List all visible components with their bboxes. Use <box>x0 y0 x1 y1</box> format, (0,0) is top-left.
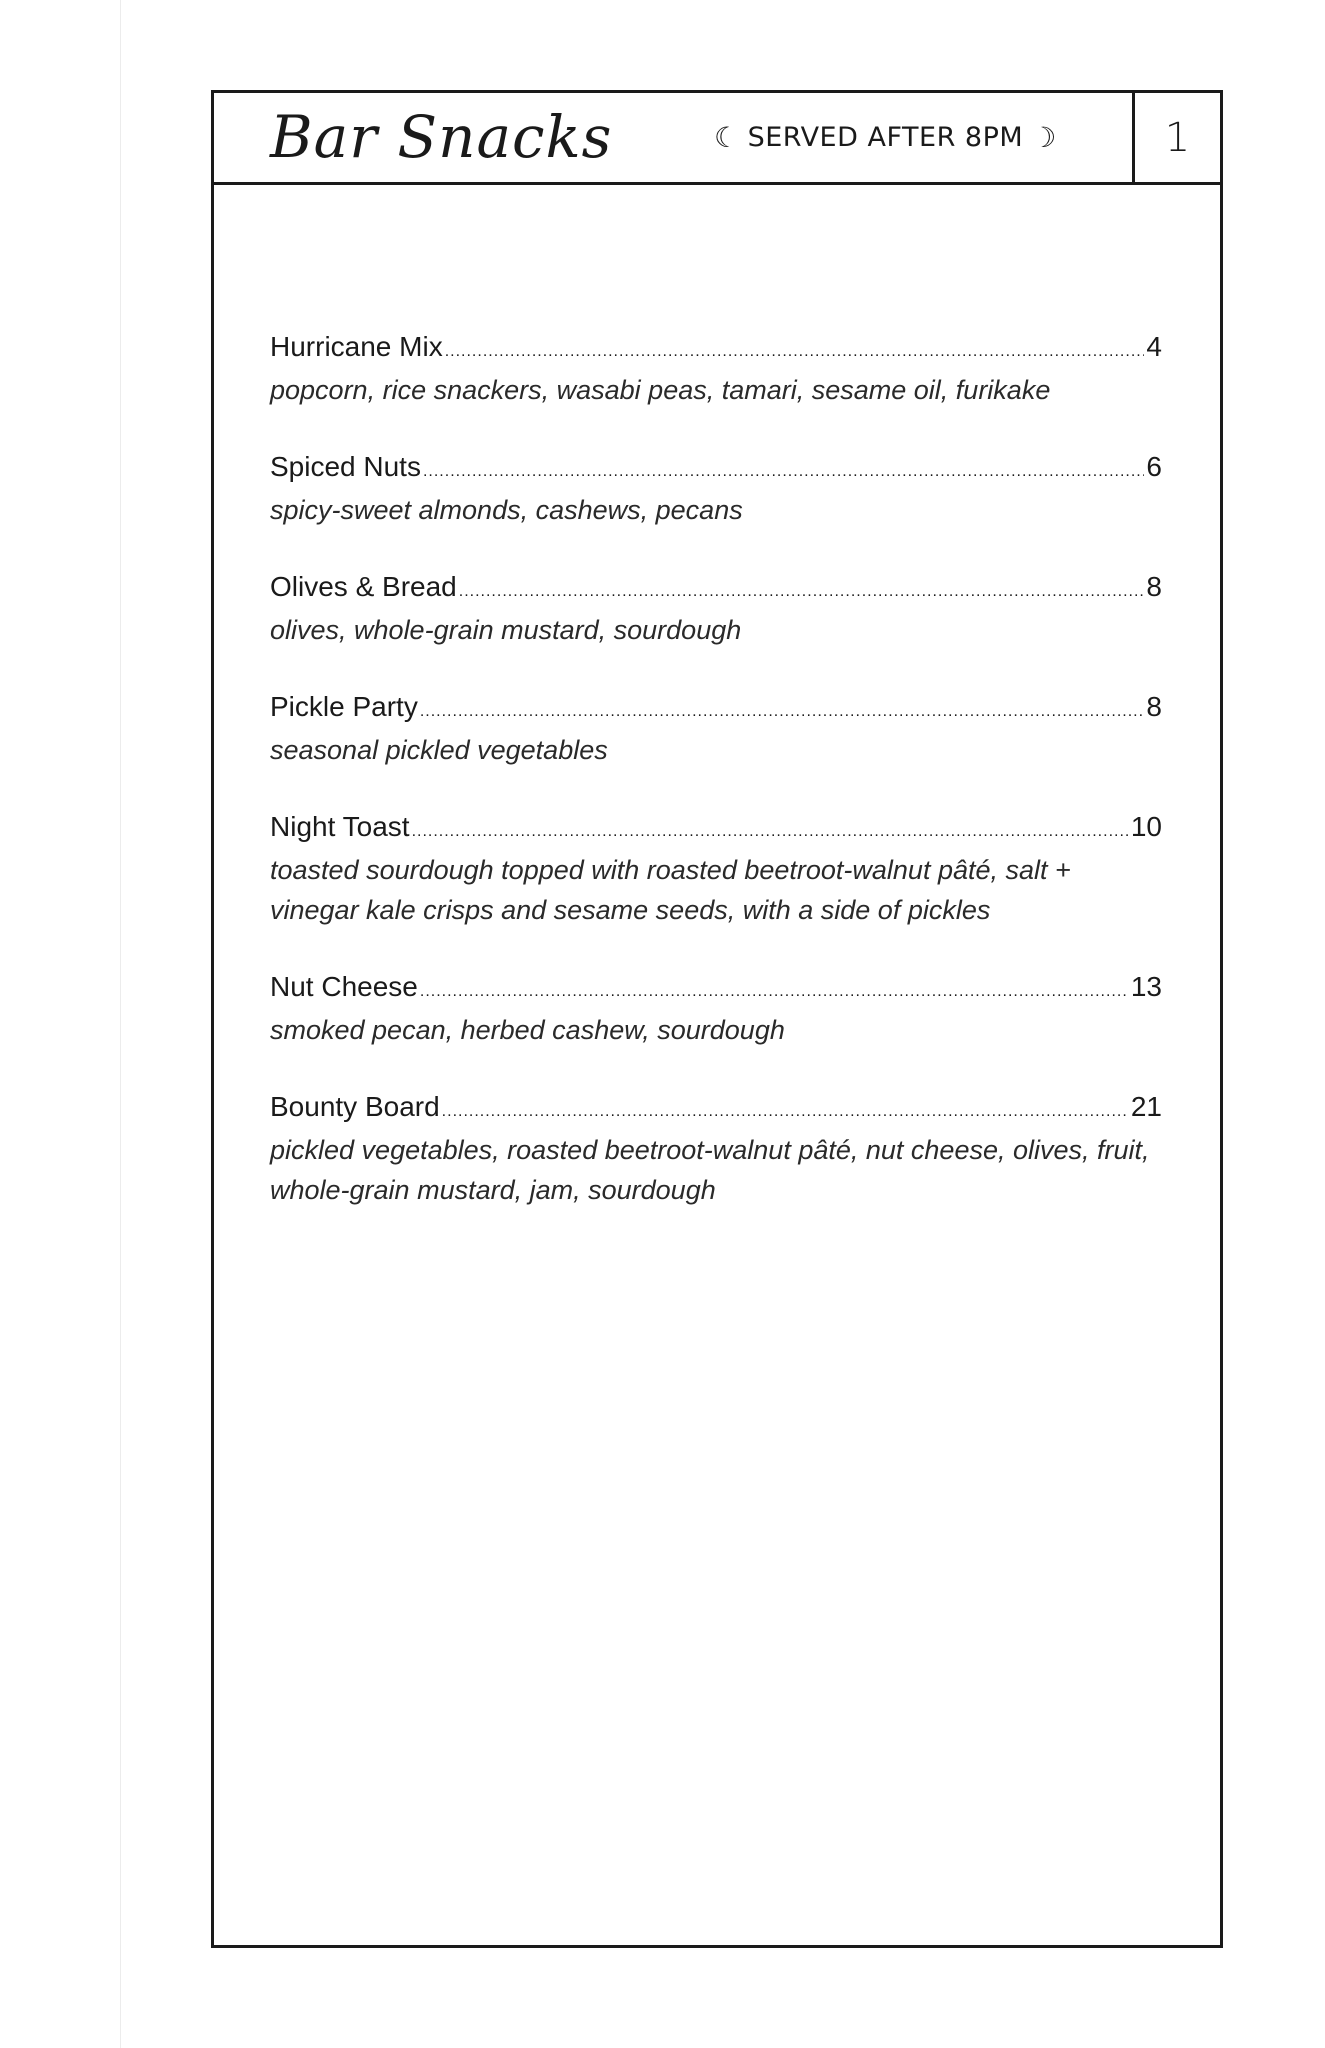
page-number: 1 <box>1132 93 1220 182</box>
menu-item <box>270 689 1162 770</box>
dot-leader <box>442 1094 1129 1130</box>
menu-item-name: Spiced Nuts <box>270 451 421 482</box>
menu-header <box>214 93 1220 185</box>
menu-item-name: Olives & Bread <box>270 571 457 602</box>
menu-item <box>270 449 1162 530</box>
menu-item-name: Nut Cheese <box>270 971 418 1002</box>
menu-item-price: 10 <box>1130 811 1162 842</box>
menu-item-line <box>270 1089 1162 1130</box>
menu-item-line <box>270 689 1162 730</box>
menu-item-name: Night Toast <box>270 811 410 842</box>
menu-item-line <box>270 329 1162 370</box>
menu-item-price: 21 <box>1130 1091 1162 1122</box>
dot-leader <box>445 334 1145 370</box>
menu-frame <box>211 90 1223 1948</box>
menu-item-name: Pickle Party <box>270 691 418 722</box>
served-after-label: SERVED AFTER 8PM <box>747 122 1024 153</box>
menu-item-line <box>270 969 1162 1010</box>
menu-item-description: spicy-sweet almonds, cashews, pecans <box>270 495 743 525</box>
menu-item-name: Bounty Board <box>270 1091 440 1122</box>
menu-item-description: popcorn, rice snackers, wasabi peas, tamari, sesame oil, furikake <box>270 375 1051 405</box>
menu-item-line <box>270 809 1162 850</box>
menu-item-line <box>270 449 1162 490</box>
menu-title: Bar Snacks <box>270 103 613 171</box>
menu-item <box>270 329 1162 410</box>
page-edge-line <box>120 0 121 2048</box>
menu-item-name: Hurricane Mix <box>270 331 443 362</box>
menu-item-price: 8 <box>1146 691 1162 722</box>
menu-item-price: 13 <box>1130 971 1162 1002</box>
dot-leader <box>412 814 1129 850</box>
served-notice <box>714 93 1057 182</box>
menu-item-description: toasted sourdough topped with roasted beetroot-walnut pâté, salt + vinegar kale crisps and sesame seeds, with a side of pickles <box>270 855 1071 925</box>
menu-item-description: smoked pecan, herbed cashew, sourdough <box>270 1015 785 1045</box>
menu-item <box>270 969 1162 1050</box>
crescent-moon-icon: ☾ <box>714 121 740 154</box>
menu-item-description: seasonal pickled vegetables <box>270 735 608 765</box>
menu-item-price: 8 <box>1146 571 1162 602</box>
menu-item-price: 6 <box>1146 451 1162 482</box>
dot-leader <box>459 574 1145 610</box>
menu-item <box>270 1089 1162 1210</box>
menu-item-description: pickled vegetables, roasted beetroot-walnut pâté, nut cheese, olives, fruit, whole-grain mustard, jam, sourdough <box>270 1135 1150 1205</box>
menu-item-line <box>270 569 1162 610</box>
menu-item <box>270 809 1162 930</box>
dot-leader <box>420 974 1129 1010</box>
menu-item <box>270 569 1162 650</box>
menu-item-description: olives, whole-grain mustard, sourdough <box>270 615 742 645</box>
dot-leader <box>423 454 1144 490</box>
crescent-moon-icon: ☽ <box>1031 121 1057 154</box>
dot-leader <box>420 694 1145 730</box>
menu-item-price: 4 <box>1146 331 1162 362</box>
